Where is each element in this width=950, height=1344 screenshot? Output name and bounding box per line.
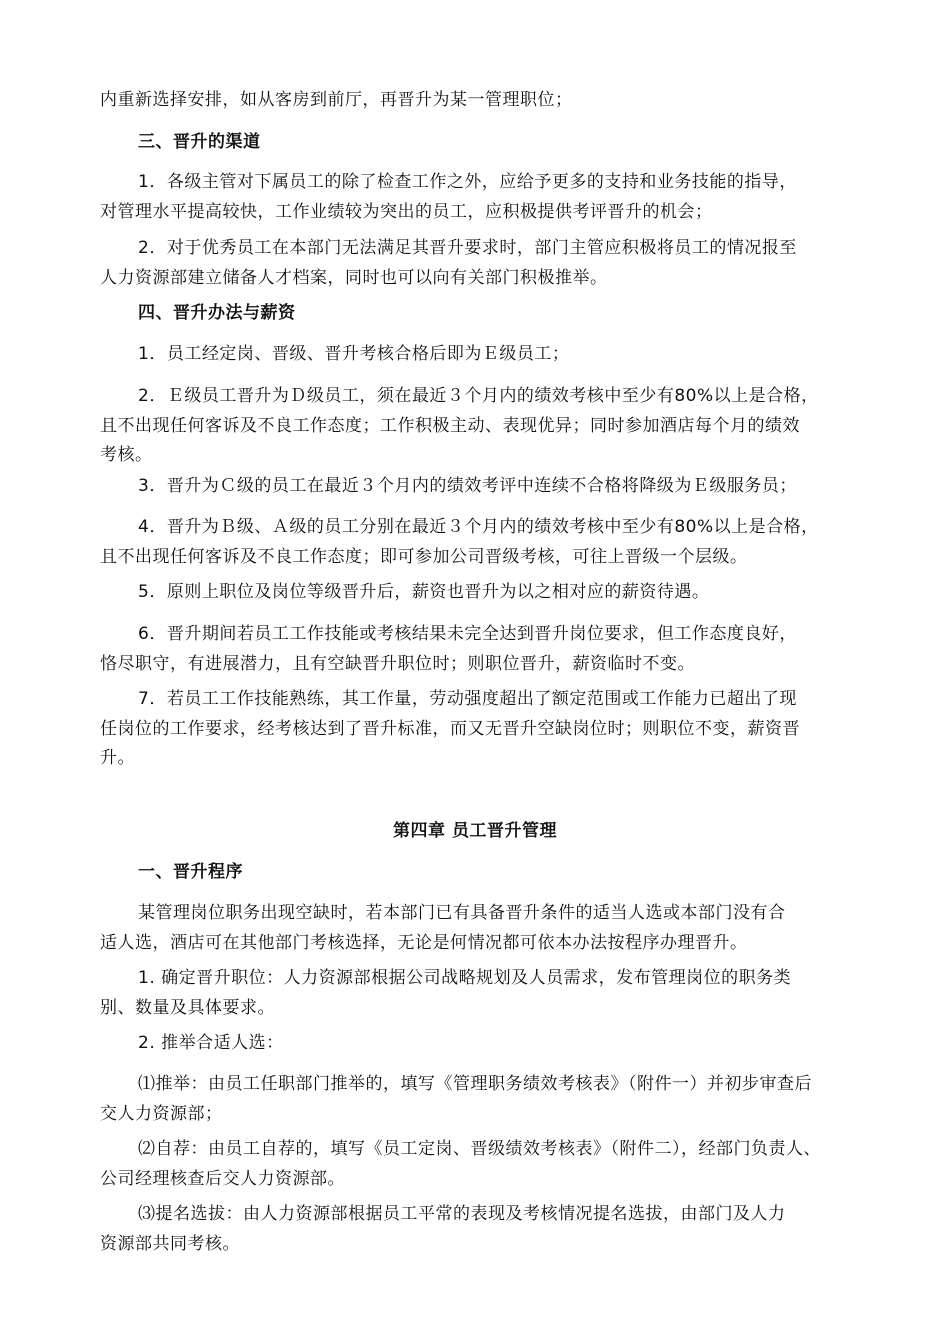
paragraph-procedure-1: 1. 确定晋升职位：人力资源部根据公司战略规划及人员需求，发布管理岗位的职务类 别、数量及具体要求。 — [100, 968, 792, 1018]
paragraph-procedure-intro: 某管理岗位职务出现空缺时，若本部门已有具备晋升条件的适当人选或本部门没有合 适人选，酒店可在其他部门考核选择，无论是何情况都可依本办法按程序办理晋升。 — [100, 903, 786, 953]
paragraph-procedure-nominate: ⑴推举：由员工任职部门推举的，填写《管理职务绩效考核表》（附件一）并初步审查后 交人力资源部； — [100, 1074, 812, 1124]
paragraph-salary-6: 6．晋升期间若员工工作技能或考核结果未完全达到晋升岗位要求，但工作态度良好， 恪尽职守，有进展潜力，且有空缺晋升职位时；则职位晋升，薪资临时不变。 — [100, 624, 797, 674]
paragraph-procedure-self-recommend: ⑵自荐：由员工自荐的，填写《员工定岗、晋级绩效考核表》（附件二），经部门负责人、 公司经理核查后交人力资源部。 — [100, 1139, 821, 1189]
paragraph-continuation: 内重新选择安排，如从客房到前厅，再晋升为某一管理职位； — [100, 90, 573, 110]
paragraph-salary-3: 3．晋升为Ｃ级的员工在最近３个月内的绩效考评中连续不合格将降级为Ｅ级服务员； — [138, 476, 797, 496]
paragraph-procedure-2: 2. 推举合适人选： — [138, 1033, 284, 1053]
paragraph-salary-5: 5．原则上职位及岗位等级晋升后，薪资也晋升为以之相对应的薪资待遇。 — [138, 582, 710, 602]
paragraph-salary-1: 1．员工经定岗、晋级、晋升考核合格后即为Ｅ级员工； — [138, 344, 570, 364]
section-heading-promotion-procedure: 一、晋升程序 — [138, 862, 243, 882]
section-heading-promotion-salary: 四、晋升办法与薪资 — [138, 303, 296, 323]
paragraph-channel-1: 1．各级主管对下属员工的除了检查工作之外，应给予更多的支持和业务技能的指导， 对管理水平提高较快，工作业绩较为突出的员工，应积极提供考评晋升的机会； — [100, 172, 797, 222]
chapter-title: 第四章 员工晋升管理 — [393, 821, 557, 841]
paragraph-channel-2: 2．对于优秀员工在本部门无法满足其晋升要求时，部门主管应积极将员工的情况报至 人力资源部建立储备人才档案，同时也可以向有关部门积极推举。 — [100, 238, 797, 288]
paragraph-salary-7: 7．若员工工作技能熟练，其工作量，劳动强度超出了额定范围或工作能力已超出了现 任岗位的工作要求，经考核达到了晋升标准，而又无晋升空缺岗位时；则职位不变，薪资晋 升。 — [100, 689, 800, 768]
paragraph-salary-4: 4．晋升为Ｂ级、Ａ级的员工分别在最近３个月内的绩效考核中至少有80%以上是合格， 且不出现任何客诉及不良工作态度；即可参加公司晋级考核，可往上晋级一个层级。 — [100, 517, 819, 567]
paragraph-salary-2: 2．Ｅ级员工晋升为Ｄ级员工，须在最近３个月内的绩效考核中至少有80%以上是合格， 且不出现任何客诉及不良工作态度；工作积极主动、表现优异；同时参加酒店每个月的绩效 考核。 — [100, 386, 819, 465]
paragraph-procedure-selection: ⑶提名选拔：由人力资源部根据员工平常的表现及考核情况提名选拔，由部门及人力 资源部共同考核。 — [100, 1204, 786, 1254]
section-heading-promotion-channels: 三、晋升的渠道 — [138, 132, 261, 152]
